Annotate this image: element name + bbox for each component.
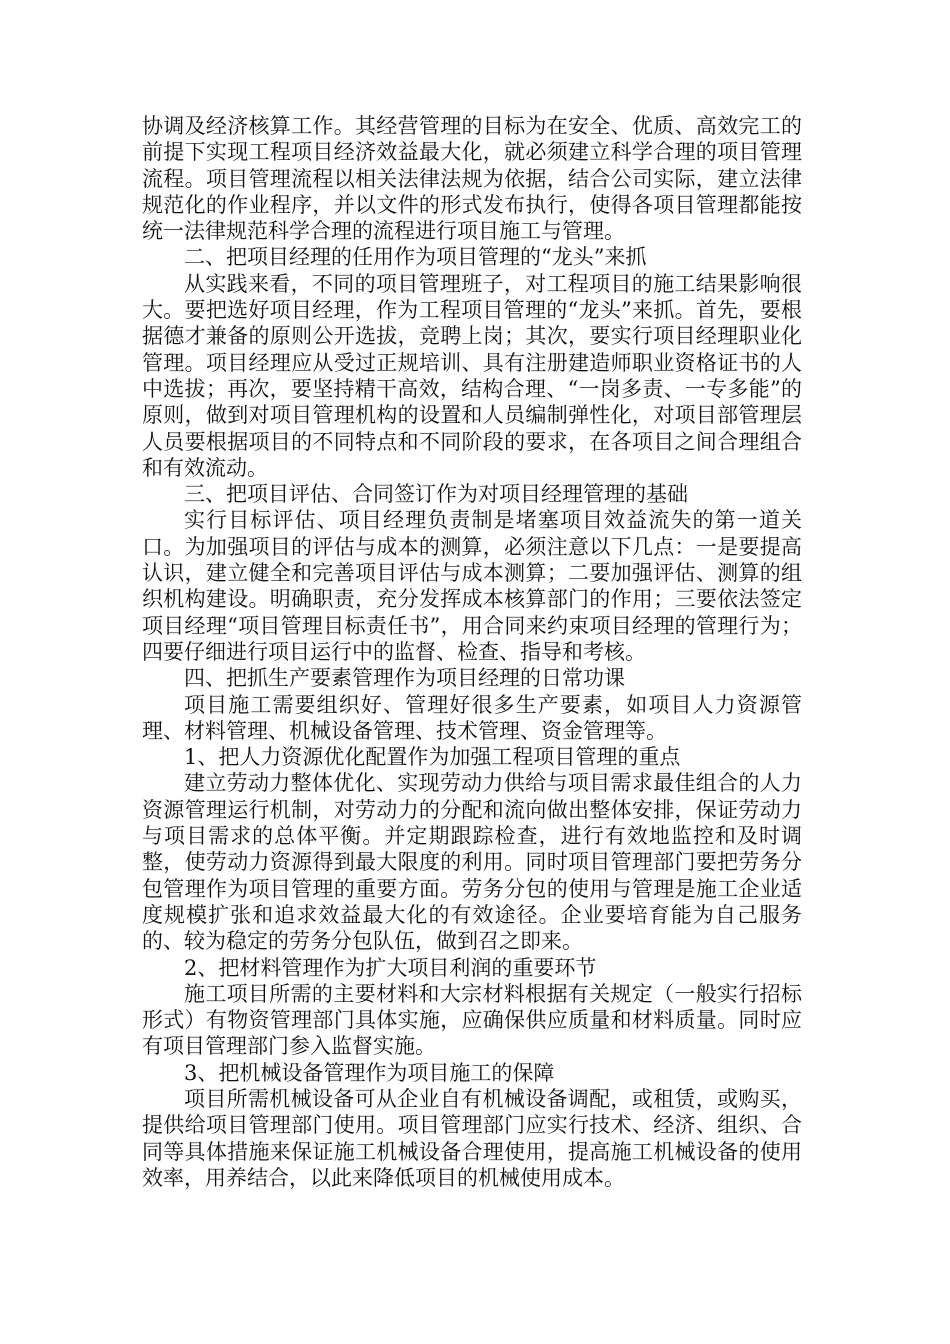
body-paragraph: 建立劳动力整体优化、实现劳动力供给与项目需求最佳组合的人力资源管理运行机制，对劳动力的分配和流向做出整体安排，保证劳动力与项目需求的总体平衡。并定期跟踪检查，进行有效地监控和及时调整，使劳动力资源得到最大限度的利用。同时项目管理部门要把劳务分包管理作为项目管理的重要方面。劳务分包的使用与管理是施工企业适度规模扩张和追求效益最大化的有效途径。企业要培育能为自己服务的、较为稳定的劳务分包队伍，做到召之即来。 bbox=[142, 771, 802, 954]
body-paragraph: 施工项目所需的主要材料和大宗材料根据有关规定（一般实行招标形式）有物资管理部门具体实施，应确保供应质量和材料质量。同时应有项目管理部门参入监督实施。 bbox=[142, 981, 802, 1059]
subsection-heading-2: 2、把材料管理作为扩大项目利润的重要环节 bbox=[184, 955, 597, 980]
body-paragraph: 项目施工需要组织好、管理好很多生产要素，如项目人力资源管理、材料管理、机械设备管理、技术管理、资金管理等。 bbox=[142, 692, 802, 743]
section-heading-4: 四、把抓生产要素管理作为项目经理的日常功课 bbox=[184, 666, 625, 691]
section-heading-3: 三、把项目评估、合同签订作为对项目经理管理的基础 bbox=[184, 482, 688, 507]
body-paragraph: 实行目标评估、项目经理负责制是堵塞项目效益流失的第一道关口。为加强项目的评估与成本的测算，必须注意以下几点：一是要提高认识，建立健全和完善项目评估与成本测算；二要加强评估、测算的组织机构建设。明确职责，充分发挥成本核算部门的作用；三要依法签定项目经理“项目管理目标责任书”，用合同来约束项目经理的管理行为；四要仔细进行项目运行中的监督、检查、指导和考核。 bbox=[142, 508, 802, 664]
subsection-heading-3: 3、把机械设备管理作为项目施工的保障 bbox=[184, 1060, 555, 1085]
section-heading-2: 二、把项目经理的任用作为项目管理的“龙头”来抓 bbox=[184, 245, 647, 270]
subsection-heading-1: 1、把人力资源优化配置作为加强工程项目管理的重点 bbox=[184, 745, 681, 770]
body-paragraph: 协调及经济核算工作。其经营管理的目标为在安全、优质、高效完工的前提下实现工程项目经济效益最大化，就必须建立科学合理的项目管理流程。项目管理流程以相关法律法规为依据，结合公司实际，建立法律规范化的作业程序，并以文件的形式发布执行，使得各项目管理都能按统一法律规范科学合理的流程进行项目施工与管理。 bbox=[142, 114, 802, 244]
body-paragraph: 项目所需机械设备可从企业自有机械设备调配，或租赁，或购买，提供给项目管理部门使用。项目管理部门应实行技术、经济、组织、合同等具体措施来保证施工机械设备合理使用，提高施工机械设备的使用效率，用养结合，以此来降低项目的机械使用成本。 bbox=[142, 1086, 802, 1190]
body-paragraph: 从实践来看，不同的项目管理班子，对工程项目的施工结果影响很大。要把选好项目经理，作为工程项目管理的“龙头”来抓。首先，要根据德才兼备的原则公开选拔，竞聘上岗；其次，要实行项目经理职业化管理。项目经理应从受过正规培训、具有注册建造师职业资格证书的人中选拔；再次，要坚持精干高效，结构合理、“一岗多责、一专多能”的原则，做到对项目管理机构的设置和人员编制弹性化，对项目部管理层人员要根据项目的不同特点和不同阶段的要求，在各项目之间合理组合和有效流动。 bbox=[142, 271, 802, 480]
document-body bbox=[142, 113, 802, 1191]
